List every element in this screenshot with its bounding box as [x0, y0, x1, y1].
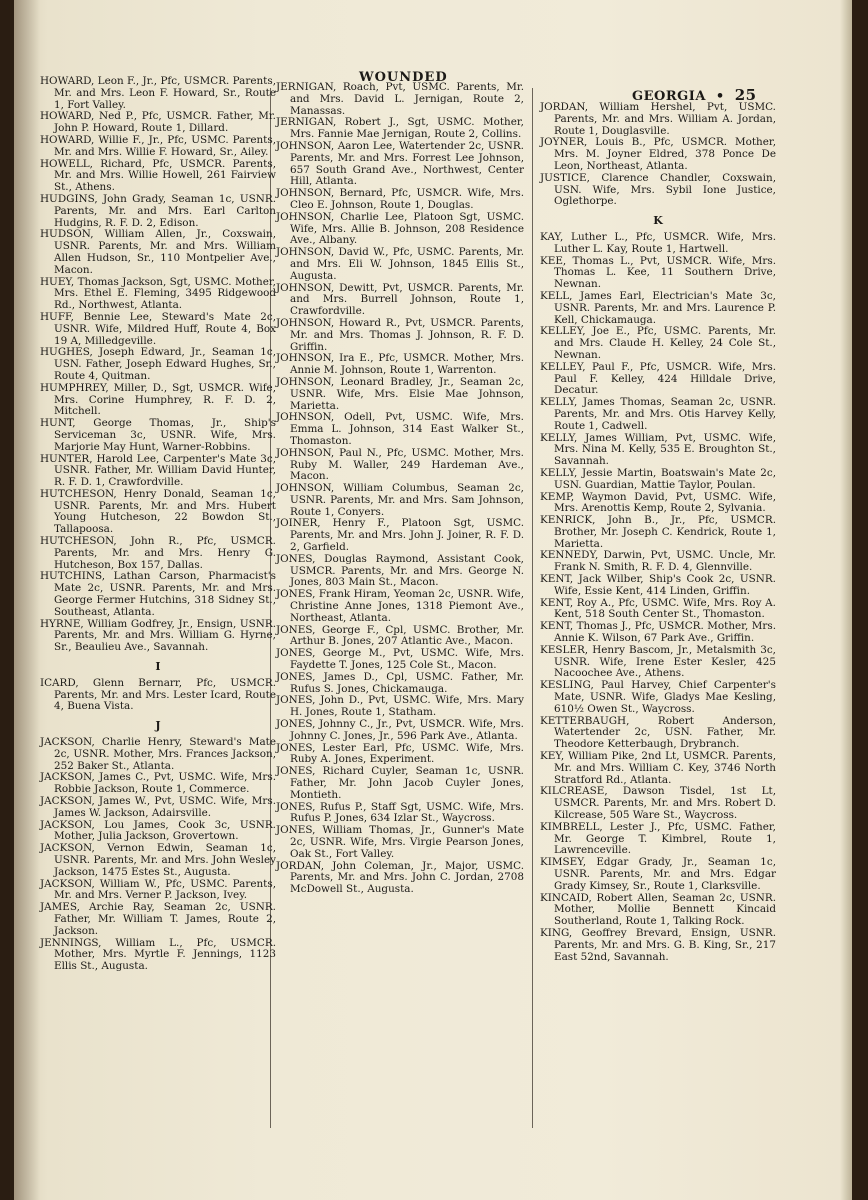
casualty-entry: KELLY, James William, Pvt, USMC. Wife, Mrs. Nina M. Kelly, 535 E. Broughton St., Savannah. [540, 431, 776, 468]
casualty-entry: KING, Geoffrey Brevard, Ensign, USNR. Parents, Mr. and Mrs. G. B. King, Sr., 217 East 52nd, Savannah. [540, 926, 776, 963]
casualty-entry: JORDAN, John Coleman, Jr., Major, USMC. Parents, Mr. and Mrs. John C. Jordan, 2708 McDowell St., Augusta. [276, 859, 524, 896]
casualty-entry: HUNT, George Thomas, Jr., Ship's Serviceman 3c, USNR. Wife, Mrs. Marjorie May Hunt, Warner-Robbins. [40, 417, 276, 453]
casualty-entry: HOWARD, Leon F., Jr., Pfc, USMCR. Parents, Mr. and Mrs. Leon F. Howard, Sr., Route 1, Fort Valley. [40, 75, 276, 111]
casualty-entry: KESLING, Paul Harvey, Chief Carpenter's Mate, USNR. Wife, Gladys Mae Kesling, 610½ Owen St., Waycross. [540, 679, 776, 715]
column-1-h-entries [40, 76, 276, 654]
casualty-entry: JACKSON, Charlie Henry, Steward's Mate 2c, USNR. Mother, Mrs. Frances Jackson, 252 Baker St., Atlanta. [40, 736, 276, 772]
casualty-entry: JOHNSON, David W., Pfc, USMC. Parents, Mr. and Mrs. Eli W. Johnson, 1845 Ellis St., Augusta. [276, 246, 524, 282]
casualty-entry: JONES, Richard Cuyler, Seaman 1c, USNR. Father, Mr. John Jacob Cuyler Jones, Montieth. [276, 765, 524, 801]
casualty-entry: JENNINGS, William L., Pfc, USMCR. Mother, Mrs. Myrtle F. Jennings, 1123 Ellis St., Augusta. [40, 936, 276, 973]
casualty-entry: JONES, George M., Pvt, USMC. Wife, Mrs. Faydette T. Jones, 125 Cole St., Macon. [276, 647, 524, 672]
column-2-entries [276, 82, 524, 896]
book-page [14, 0, 852, 1200]
casualty-entry: KENT, Roy A., Pfc, USMC. Wife, Mrs. Roy A. Kent, 518 South Center St., Thomaston. [540, 596, 776, 621]
casualty-entry: KEMP, Waymon David, Pvt, USMC. Wife, Mrs. Arenottis Kemp, Route 2, Sylvania. [540, 490, 776, 515]
casualty-entry: HUMPHREY, Miller, D., Sgt, USMCR. Wife, Mrs. Corine Humphrey, R. F. D. 2, Mitchell. [40, 381, 276, 418]
casualty-entry: HUGHES, Joseph Edward, Jr., Seaman 1c, USN. Father, Joseph Edward Hughes, Sr., Route 4, Quitman. [40, 346, 276, 382]
section-heading: WOUNDED [359, 70, 448, 85]
casualty-entry: HOWARD, Ned P., Pfc, USMCR. Father, Mr. John P. Howard, Route 1, Dillard. [40, 110, 276, 135]
column-3 [540, 102, 776, 963]
casualty-entry: KELLY, James Thomas, Seaman 2c, USNR. Parents, Mr. and Mrs. Otis Harvey Kelly, Route 1, Cadwell. [540, 396, 776, 432]
casualty-entry: KILCREASE, Dawson Tisdel, 1st Lt, USMCR. Parents, Mr. and Mrs. Robert D. Kilcrease, 505 Ware St., Waycross. [540, 785, 776, 822]
casualty-entry: JOHNSON, Bernard, Pfc, USMCR. Wife, Mrs. Cleo E. Johnson, Route 1, Douglas. [276, 187, 524, 211]
casualty-entry: KESLER, Henry Bascom, Jr., Metalsmith 3c, USNR. Wife, Irene Ester Kesler, 425 Nacoochee Ave., Athens. [540, 643, 776, 680]
casualty-entry: KELLEY, Paul F., Pfc, USMCR. Wife, Mrs. Paul F. Kelley, 424 Hilldale Drive, Decatur. [540, 360, 776, 397]
binding-gutter [14, 0, 40, 1200]
casualty-entry: KEY, William Pike, 2nd Lt, USMCR. Parents, Mr. and Mrs. William C. Key, 3746 North Stratford Rd., Atlanta. [540, 750, 776, 786]
column-2 [276, 82, 524, 896]
casualty-entry: JONES, George F., Cpl, USMC. Brother, Mr. Arthur B. Jones, 207 Atlantic Ave., Macon. [276, 623, 524, 648]
page-number: 25 [734, 86, 757, 104]
column-1-j-entries [40, 737, 276, 973]
casualty-entry: JOHNSON, Charlie Lee, Platoon Sgt, USMC. Wife, Mrs. Allie B. Johnson, 208 Residence Ave., Albany. [276, 210, 524, 247]
casualty-entry: JOYNER, Louis B., Pfc, USMCR. Mother, Mrs. M. Joyner Eldred, 378 Ponce De Leon, Northeast, Atlanta. [540, 136, 776, 172]
casualty-entry: KELLEY, Joe E., Pfc, USMC. Parents, Mr. and Mrs. Claude H. Kelley, 24 Cole St., Newnan. [540, 325, 776, 361]
casualty-entry: JERNIGAN, Robert J., Sgt, USMC. Mother, Mrs. Fannie Mae Jernigan, Route 2, Collins. [276, 116, 524, 141]
casualty-entry: HUDSON, William Allen, Jr., Coxswain, USNR. Parents, Mr. and Mrs. William Allen Hudson, Sr., 110 Montpelier Ave., Macon. [40, 228, 276, 276]
casualty-entry: JONES, Douglas Raymond, Assistant Cook, USMCR. Parents, Mr. and Mrs. George N. Jones, 803 Main St., Macon. [276, 552, 524, 589]
casualty-entry: HYRNE, William Godfrey, Jr., Ensign, USNR. Parents, Mr. and Mrs. William G. Hyrne, Sr., Beaulieu Ave., Savannah. [40, 617, 276, 654]
casualty-entry: JOHNSON, Ira E., Pfc, USMCR. Mother, Mrs. Annie M. Johnson, Route 1, Warrenton. [276, 352, 524, 377]
casualty-entry: HUNTER, Harold Lee, Carpenter's Mate 3c, USNR. Father, Mr. William David Hunter, R. F. D. 1, Crawfordville. [40, 452, 276, 489]
casualty-entry: JUSTICE, Clarence Chandler, Coxswain, USN. Wife, Mrs. Sybil Ione Justice, Oglethorpe. [540, 171, 776, 208]
casualty-entry: JONES, William Thomas, Jr., Gunner's Mate 2c, USNR. Wife, Mrs. Virgie Pearson Jones, Oak St., Fort Valley. [276, 824, 524, 860]
casualty-entry: JONES, John D., Pvt, USMC. Wife, Mrs. Mary H. Jones, Route 1, Statham. [276, 694, 524, 719]
casualty-entry: HOWELL, Richard, Pfc, USMCR. Parents, Mr. and Mrs. Willie Howell, 261 Fairview St., Athens. [40, 157, 276, 194]
casualty-entry: KIMSEY, Edgar Grady, Jr., Seaman 1c, USNR. Parents, Mr. and Mrs. Edgar Grady Kimsey, Sr., Route 1, Clarksville. [540, 856, 776, 892]
casualty-entry: KAY, Luther L., Pfc, USMCR. Wife, Mrs. Luther L. Kay, Route 1, Hartwell. [540, 230, 776, 255]
casualty-entry: HUDGINS, John Grady, Seaman 1c, USNR. Parents, Mr. and Mrs. Earl Carlton Hudgins, R. F. D. 2, Edison. [40, 192, 276, 229]
casualty-entry: JACKSON, James C., Pvt, USMC. Wife, Mrs. Robbie Jackson, Route 1, Commerce. [40, 771, 276, 796]
casualty-entry: JOHNSON, Paul N., Pfc, USMC. Mother, Mrs. Ruby M. Waller, 249 Hardeman Ave., Macon. [276, 446, 524, 483]
casualty-entry: HUTCHINS, Lathan Carson, Pharmacist's Mate 2c, USNR. Parents, Mr. and Mrs. George Fermer Hutchins, 318 Sidney St., Southeast, Atlanta. [40, 570, 276, 618]
casualty-entry: JOINER, Henry F., Platoon Sgt, USMC. Parents, Mr. and Mrs. John J. Joiner, R. F. D. 2, Garfield. [276, 517, 524, 554]
column-3-k-entries [540, 232, 776, 963]
casualty-entry: KEE, Thomas L., Pvt, USMCR. Wife, Mrs. Thomas L. Kee, 11 Southern Drive, Newnan. [540, 254, 776, 291]
casualty-entry: KENT, Jack Wilber, Ship's Cook 2c, USNR. Wife, Essie Kent, 414 Linden, Griffin. [540, 573, 776, 597]
column-rule-2 [532, 88, 533, 1128]
header-bullet: • [715, 89, 725, 104]
letter-heading-k: K [653, 214, 663, 228]
casualty-entry: KENRICK, John B., Jr., Pfc, USMCR. Brother, Mr. Joseph C. Kendrick, Route 1, Marietta. [540, 514, 776, 550]
casualty-entry: JONES, Johnny C., Jr., Pvt, USMCR. Wife, Mrs. Johnny C. Jones, Jr., 596 Park Ave., Atlanta. [276, 718, 524, 742]
casualty-entry: JOHNSON, William Columbus, Seaman 2c, USNR. Parents, Mr. and Mrs. Sam Johnson, Route 1, Conyers. [276, 482, 524, 518]
casualty-entry: JACKSON, James W., Pvt, USMC. Wife, Mrs. James W. Jackson, Adairsville. [40, 795, 276, 819]
casualty-entry: KELLY, Jessie Martin, Boatswain's Mate 2c, USN. Guardian, Mattie Taylor, Poulan. [540, 466, 776, 491]
casualty-entry: JOHNSON, Dewitt, Pvt, USMCR. Parents, Mr. and Mrs. Burrell Johnson, Route 1, Crawfordville. [276, 281, 524, 318]
casualty-entry: JONES, Frank Hiram, Yeoman 2c, USNR. Wife, Christine Anne Jones, 1318 Piemont Ave., Northeast, Atlanta. [276, 588, 524, 624]
casualty-entry: JACKSON, Lou James, Cook 3c, USNR. Mother, Julia Jackson, Grovertown. [40, 818, 276, 843]
casualty-entry: KINCAID, Robert Allen, Seaman 2c, USNR. Mother, Mollie Bennett Kincaid Southerland, Route 1, Talking Rock. [540, 891, 776, 928]
casualty-entry: KELL, James Earl, Electrician's Mate 3c, USNR. Parents, Mr. and Mrs. Laurence P. Kell, Chickamauga. [540, 289, 776, 326]
casualty-entry: JOHNSON, Aaron Lee, Watertender 2c, USNR. Parents, Mr. and Mrs. Forrest Lee Johnson, 657 South Grand Ave., Northwest, Center Hill, Atlanta. [276, 139, 524, 188]
casualty-entry: JONES, Lester Earl, Pfc, USMC. Wife, Mrs. Ruby A. Jones, Experiment. [276, 741, 524, 766]
casualty-entry: KENNEDY, Darwin, Pvt, USMC. Uncle, Mr. Frank N. Smith, R. F. D. 4, Glennville. [540, 549, 776, 574]
casualty-entry: HOWARD, Willie F., Jr., Pfc, USMC. Parents, Mr. and Mrs. Willie F. Howard, Sr., Ailey. [40, 133, 276, 158]
letter-heading-j: J [155, 719, 161, 733]
casualty-entry: HUEY, Thomas Jackson, Sgt, USMC. Mother, Mrs. Ethel E. Fleming, 3495 Ridgewood Rd., Northwest, Atlanta. [40, 275, 276, 312]
page-edge [840, 0, 852, 1200]
state-name: GEORGIA [632, 89, 706, 104]
casualty-entry: ICARD, Glenn Bernarr, Pfc, USMCR. Parents, Mr. and Mrs. Lester Icard, Route 4, Buena Vista. [40, 676, 276, 713]
casualty-entry: JONES, Rufus P., Staff Sgt, USMC. Wife, Mrs. Rufus P. Jones, 634 Izlar St., Waycross. [276, 800, 524, 825]
casualty-entry: HUTCHESON, John R., Pfc, USMCR. Parents, Mr. and Mrs. Henry G. Hutcheson, Box 157, Dallas. [40, 535, 276, 571]
casualty-entry: KENT, Thomas J., Pfc, USMCR. Mother, Mrs. Annie K. Wilson, 67 Park Ave., Griffin. [540, 620, 776, 645]
casualty-entry: JORDAN, William Hershel, Pvt, USMC. Parents, Mr. and Mrs. William A. Jordan, Route 1, Douglasville. [540, 101, 776, 137]
column-1-i-entries [40, 678, 276, 713]
casualty-entry: JERNIGAN, Roach, Pvt, USMC. Parents, Mr. and Mrs. David L. Jernigan, Route 2, Manassas. [276, 81, 524, 117]
column-1 [40, 76, 276, 973]
casualty-entry: JONES, James D., Cpl, USMC. Father, Mr. Rufus S. Jones, Chickamauga. [276, 670, 524, 695]
casualty-entry: JOHNSON, Leonard Bradley, Jr., Seaman 2c, USNR. Wife, Mrs. Elsie Mae Johnson, Marietta. [276, 375, 524, 412]
casualty-entry: JACKSON, William W., Pfc, USMC. Parents, Mr. and Mrs. Verner P. Jackson, Ivey. [40, 877, 276, 902]
casualty-entry: JACKSON, Vernon Edwin, Seaman 1c, USNR. Parents, Mr. and Mrs. John Wesley Jackson, 1475 Estes St., Augusta. [40, 842, 276, 878]
casualty-entry: JAMES, Archie Ray, Seaman 2c, USNR. Father, Mr. William T. James, Route 2, Jackson. [40, 901, 276, 937]
casualty-entry: KIMBRELL, Lester J., Pfc, USMC. Father, Mr. George T. Kimbrel, Route 1, Lawrenceville. [540, 820, 776, 857]
casualty-entry: JOHNSON, Howard R., Pvt, USMCR. Parents, Mr. and Mrs. Thomas J. Johnson, R. F. D. Griffin. [276, 316, 524, 353]
column-3-j-entries [540, 102, 776, 208]
casualty-entry: HUTCHESON, Henry Donald, Seaman 1c, USNR. Parents, Mr. and Mrs. Hubert Young Hutcheson, 22 Bowdon St., Tallapoosa. [40, 487, 276, 536]
casualty-entry: HUFF, Bennie Lee, Steward's Mate 2c, USNR. Wife, Mildred Huff, Route 4, Box 19 A, Milledgeville. [40, 310, 276, 347]
casualty-entry: KETTERBAUGH, Robert Anderson, Watertender 2c, USN. Father, Mr. Theodore Ketterbaugh, Drybranch. [540, 714, 776, 751]
letter-heading-i: I [155, 660, 161, 674]
casualty-entry: JOHNSON, Odell, Pvt, USMC. Wife, Mrs. Emma L. Johnson, 314 East Walker St., Thomaston. [276, 411, 524, 447]
